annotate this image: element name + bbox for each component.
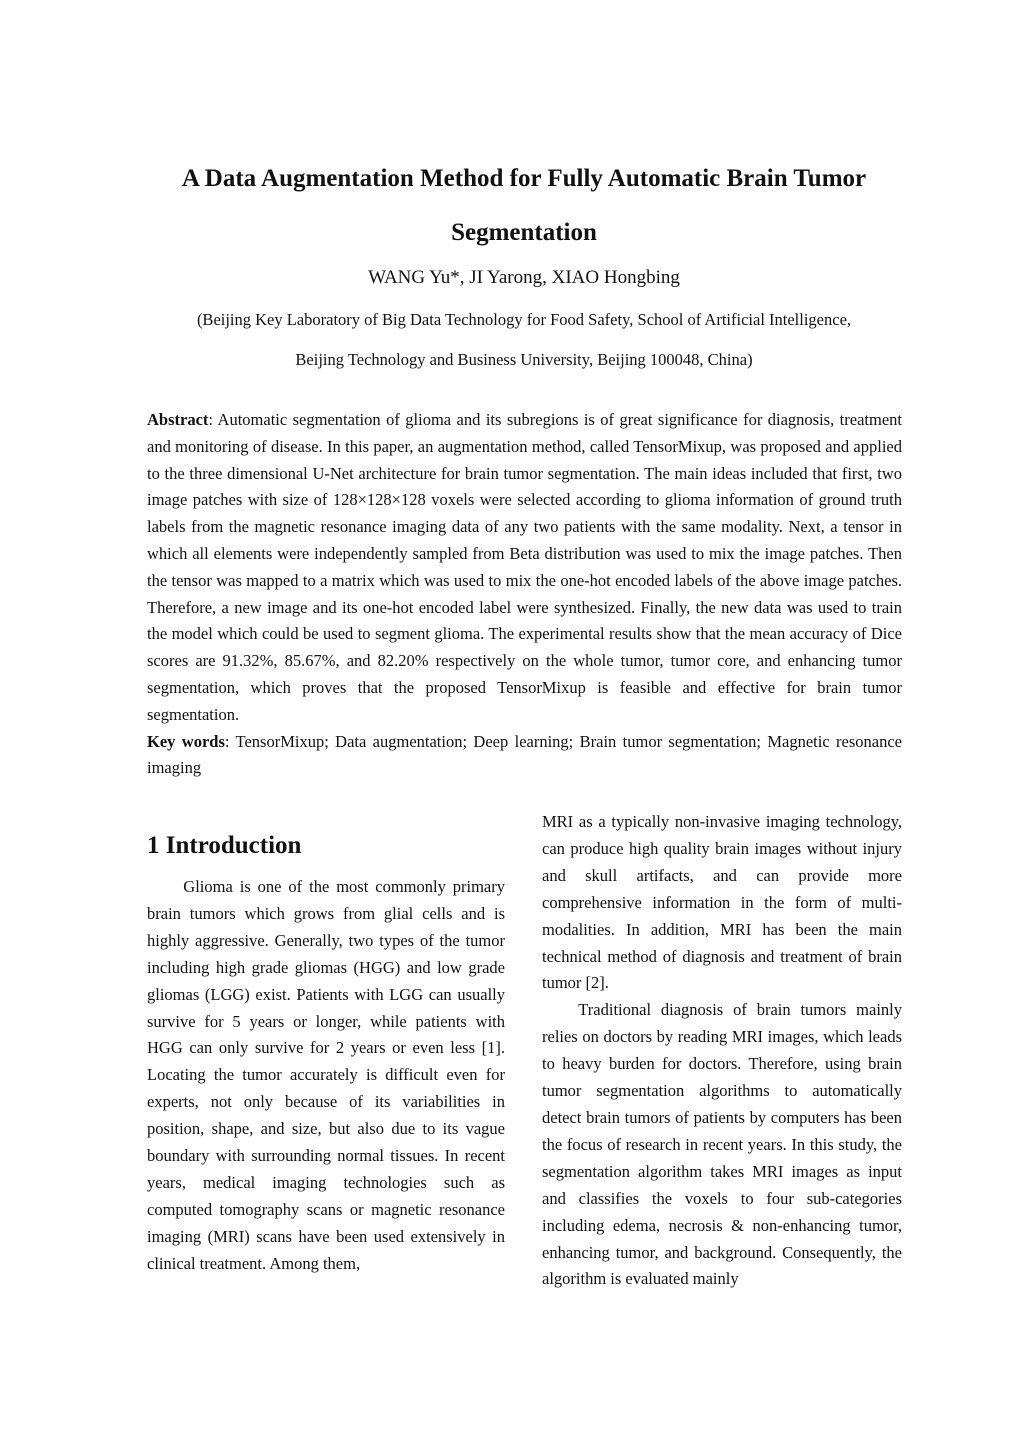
keywords-label: Key words [147, 731, 225, 751]
section-heading-introduction: 1 Introduction [147, 832, 302, 859]
right-column [542, 809, 902, 1293]
left-column [147, 828, 505, 1278]
author-list: WANG Yu*, JI Yarong, XIAO Hongbing [368, 267, 680, 288]
abstract-text: : Automatic segmentation of glioma and its subregions is of great significance for diagnosis, treatment and monitoring of disease. In this paper, an augmentation method, called TensorMixup, was proposed and applied to the three dimensional U-Net architecture for brain tumor segmentation. The main ideas included that first, two image patches with size of 128×128×128 voxels were selected according to glioma information of ground truth labels from the magnetic resonance imaging data of any two patients with the same modality. Next, a tensor in which all elements were independently sampled from Beta distribution was used to mix the image patches. Then the tensor was mapped to a matrix which was used to mix the one-hot encoded labels of the above image patches. Therefore, a new image and its one-hot encoded label were synthesized. Finally, the new data was used to train the model which could be used to segment glioma. The experimental results show that the mean accuracy of Dice scores are 91.32%, 85.67%, and 82.20% respectively on the whole tumor, tumor core, and enhancing tumor segmentation, which proves that the proposed TensorMixup is feasible and effective for brain tumor segmentation. [147, 410, 902, 724]
paper-title-line1: A Data Augmentation Method for Fully Automatic Brain Tumor [181, 165, 867, 192]
keywords-text: : TensorMixup; Data augmentation; Deep learning; Brain tumor segmentation; Magnetic resonance imaging [147, 731, 902, 778]
abstract-paragraph [147, 407, 902, 729]
paper-title-line2: Segmentation [451, 219, 597, 246]
affiliation-line1: (Beijing Key Laboratory of Big Data Technology for Food Safety, School of Artificial Intelligence, [196, 310, 852, 329]
intro-paragraph-continued: MRI as a typically non-invasive imaging technology, can produce high quality brain images without injury and skull artifacts, and can provide more comprehensive information in the form of multi-modalities. In addition, MRI has been the main technical method of diagnosis and treatment of brain tumor [2]. [542, 812, 902, 993]
intro-paragraph-2: Traditional diagnosis of brain tumors mainly relies on doctors by reading MRI images, which leads to heavy burden for doctors. Therefore, using brain tumor segmentation algorithms to automatically detect brain tumors of patients by computers has been the focus of research in recent years. In this study, the segmentation algorithm takes MRI images as input and classifies the voxels to four sub-categories including edema, necrosis & non-enhancing tumor, enhancing tumor, and background. Consequently, the algorithm is evaluated mainly [542, 1000, 902, 1289]
keywords-paragraph [147, 729, 902, 783]
abstract-block [147, 407, 902, 782]
abstract-label: Abstract [147, 410, 209, 429]
affiliation-line2: Beijing Technology and Business University, Beijing 100048, China) [295, 350, 753, 369]
intro-paragraph-1: Glioma is one of the most commonly primary brain tumors which grows from glial cells and is highly aggressive. Generally, two types of the tumor including high grade gliomas (HGG) and low grade gliomas (LGG) exist. Patients with LGG can usually survive for 5 years or longer, while patients with HGG can only survive for 2 years or even less [1]. Locating the tumor accurately is difficult even for experts, not only because of its variabilities in position, shape, and size, but also due to its vague boundary with surrounding normal tissues. In recent years, medical imaging technologies such as computed tomography scans or magnetic resonance imaging (MRI) scans have been used extensively in clinical treatment. Among them, [147, 877, 505, 1273]
